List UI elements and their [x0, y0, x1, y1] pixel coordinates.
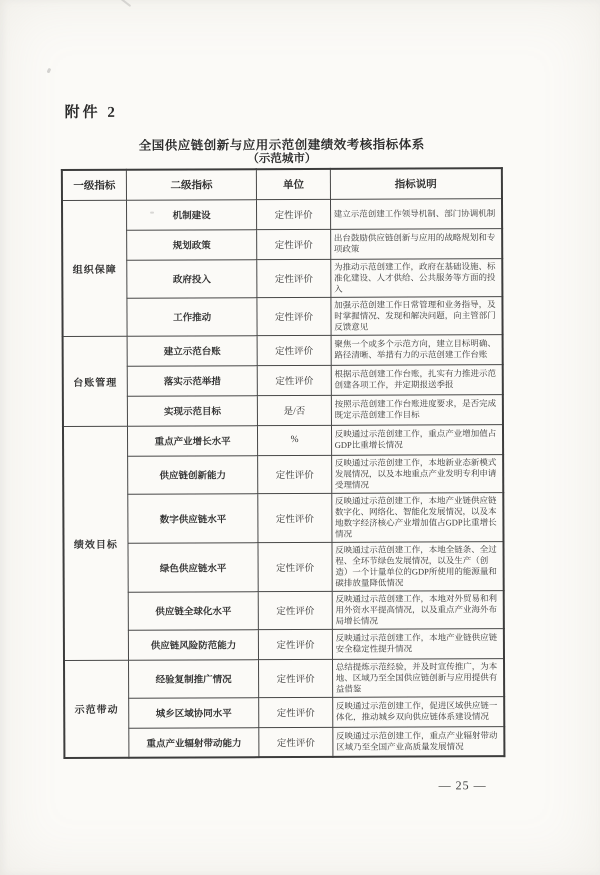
unit-cell: %	[258, 425, 331, 455]
description-cell: 建立示范创建工作领导机制、部门协调机制	[330, 198, 502, 229]
level2-indicator-cell: 建立示范台账	[127, 335, 258, 366]
header-level2-indicator: 二级指标	[126, 169, 257, 200]
level2-indicator-cell: 实现示范目标	[127, 395, 258, 426]
level2-indicator-cell: 重点产业辐射带动能力	[129, 727, 260, 758]
indicator-table-body	[62, 198, 504, 758]
unit-cell: 定性评价	[257, 259, 330, 297]
description-cell: 反映通过示范创建工作，本地对外贸易和利用外资水平提高情况，以及重点产业海外布局增长情况	[332, 590, 504, 629]
level2-indicator-cell: 落实示范举措	[127, 365, 258, 396]
table-row	[63, 394, 503, 426]
table-header-row	[62, 168, 502, 200]
description-cell: 反映通过示范创建工作，重点产业辐射带动区域乃至全国产业高质量发展情况	[332, 726, 504, 757]
table-row	[64, 590, 504, 630]
level2-indicator-cell: 工作推动	[127, 297, 258, 336]
unit-cell: 定性评价	[258, 365, 331, 395]
level1-indicator-cell: 绩效目标	[63, 426, 128, 660]
unit-cell: 定性评价	[259, 697, 332, 727]
description-cell: 出台鼓励供应链创新与应用的战略规划和专项政策	[330, 228, 502, 259]
indicator-table	[61, 167, 506, 759]
table-row	[64, 658, 504, 698]
level2-indicator-cell: 机制建设	[126, 199, 257, 230]
header-level1-indicator: 一级指标	[62, 170, 126, 200]
description-cell: 加强示范创建工作日常管理和业务指导，及时掌握情况、发现和解决问题，向主管部门反馈意见	[331, 296, 503, 335]
table-row	[62, 198, 502, 230]
table-row	[63, 334, 503, 366]
level2-indicator-cell: 经验复制推广情况	[128, 659, 259, 698]
header-description: 指标说明	[330, 168, 502, 199]
header-unit: 单位	[257, 169, 330, 199]
unit-cell: 定性评价	[257, 229, 330, 259]
level2-indicator-cell: 规划政策	[126, 229, 257, 260]
level2-indicator-cell: 政府投入	[127, 259, 258, 298]
description-cell: 根据示范创建工作台账，扎实有力推进示范创建各项工作，并定期报送季报	[331, 364, 503, 395]
level1-indicator-cell: 台账管理	[63, 336, 128, 426]
unit-cell: 定性评价	[258, 493, 332, 542]
description-cell: 反映通过示范创建工作，本地产业链供应链安全稳定性提升情况	[332, 628, 504, 659]
attachment-label: 附件 2	[64, 104, 118, 122]
level1-indicator-cell: 示范带动	[64, 660, 129, 758]
page-number: — 25 —	[438, 778, 487, 793]
table-row	[64, 628, 504, 660]
table-row	[63, 492, 503, 543]
level2-indicator-cell: 供应链全球化水平	[128, 591, 259, 630]
description-cell: 为推动示范创建工作，政府在基础设施、标准化建设、人才供给、公共服务等方面的投入	[330, 258, 502, 297]
level1-indicator-cell: 组织保障	[62, 200, 127, 336]
description-cell: 反映通过示范创建工作，促进区域供应链一体化，推动城乡双向供应链体系建设情况	[332, 696, 504, 727]
unit-cell: 定性评价	[257, 199, 330, 229]
table-row	[63, 364, 503, 396]
document-subtitle: （示范城市）	[247, 152, 317, 166]
level2-indicator-cell: 供应链风险防范能力	[128, 629, 259, 660]
unit-cell: 定性评价	[257, 297, 330, 335]
unit-cell: 定性评价	[259, 591, 332, 629]
table-row	[62, 258, 502, 298]
unit-cell: 定性评价	[259, 659, 332, 697]
level2-indicator-cell: 绿色供应链水平	[128, 542, 259, 592]
unit-cell: 定性评价	[258, 455, 331, 493]
document-title: 全国供应链创新与应用示范创建绩效考核指标体系	[138, 137, 425, 153]
scan-artifact-mark	[103, 0, 131, 7]
description-cell: 总结提炼示范经验，并及时宣传推广，为本地、区域乃至全国供应链创新与应用提供有益借鉴	[332, 658, 504, 697]
scan-artifact-speck	[47, 68, 52, 74]
table-row	[63, 424, 503, 456]
description-cell: 聚焦一个或多个示范方向，建立目标明确、路径清晰、举措有力的示范创建工作台账	[331, 334, 503, 365]
unit-cell: 定性评价	[259, 629, 332, 659]
level2-indicator-cell: 重点产业增长水平	[127, 425, 258, 456]
level2-indicator-cell: 城乡区域协同水平	[128, 697, 259, 728]
table-row	[64, 696, 504, 728]
unit-cell: 定性评价	[257, 335, 330, 365]
unit-cell: 定性评价	[259, 727, 332, 757]
description-cell: 按照示范创建工作台账进度要求，是否完成既定示范创建工作目标	[331, 394, 503, 425]
level2-indicator-cell: 供应链创新能力	[127, 455, 258, 494]
table-row	[62, 228, 502, 260]
unit-cell: 定性评价	[258, 542, 332, 591]
description-cell: 反映通过示范创建工作，本地产业链供应链数字化、网络化、智能化发展情况，以及本地数字经济核心产业增加值占GDP比重增长情况	[331, 492, 503, 542]
description-cell: 反映通过示范创建工作，重点产业增加值占GDP比重增长情况	[331, 424, 503, 455]
unit-cell: 是/否	[258, 395, 331, 425]
table-row	[63, 541, 503, 592]
table-row	[63, 454, 503, 494]
table-row	[62, 296, 502, 336]
description-cell: 反映通过示范创建工作，本地新业态新模式发展情况，以及本地重点产业发明专利申请受理情况	[331, 454, 503, 493]
table-row	[64, 726, 504, 758]
description-cell: 反映通过示范创建工作，本地全链条、全过程、全环节绿色发展情况，以及生产（创造）一个计量单位的GDP所使用的能源量和碳排放量降低情况	[332, 541, 504, 591]
level2-indicator-cell: 数字供应链水平	[128, 493, 259, 543]
